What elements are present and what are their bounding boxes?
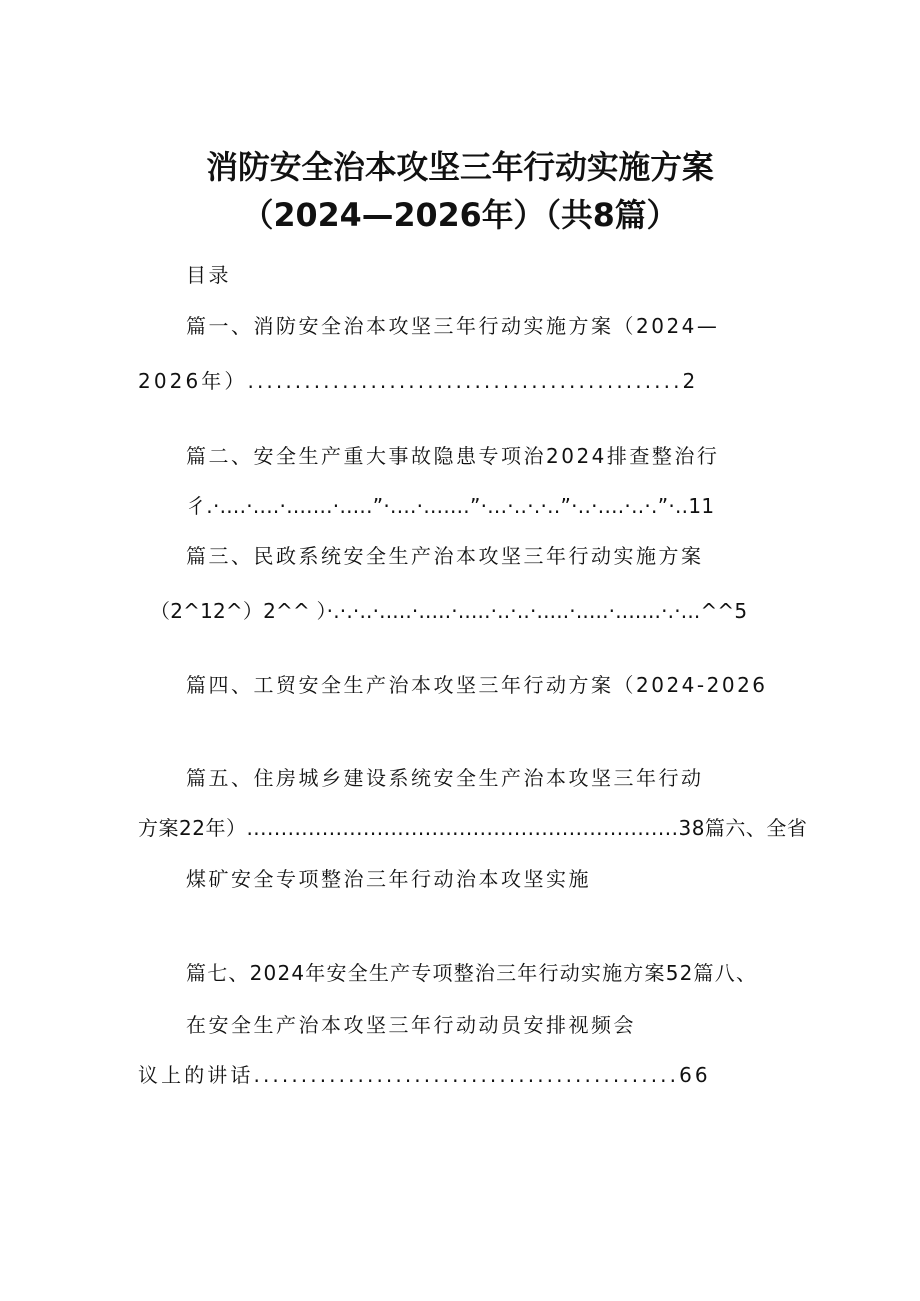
toc-entry-6-line-1: 煤矿安全专项整治三年行动治本攻坚实施 [186,867,591,891]
toc-entry-1-line-2: 2026年）..............................................2 [138,369,699,393]
toc-entry-4-line-1: 篇四、工贸安全生产治本攻坚三年行动方案（2024-2026 [186,673,768,697]
toc-entry-5-line-1: 篇五、住房城乡建设系统安全生产治本攻坚三年行动 [186,766,704,790]
document-title-line-1: 消防安全治本攻坚三年行动实施方案 [206,148,714,186]
toc-entry-2-line-1: 篇二、安全生产重大事故隐患专项治2024排查整治行 [186,444,720,468]
toc-entry-5-line-2: 方案22年）...............................................................38篇六、全省 [138,816,808,840]
toc-entry-8-line-2: 议上的讲话.............................................66 [138,1063,711,1087]
toc-entry-8-line-1: 在安全生产治本攻坚三年行动动员安排视频会 [186,1013,636,1037]
toc-entry-3-line-2: （2^12^）2^^ ）·.·.·..·.....·.....·.....·..·..·.....·.....·.......·.·...^^5 [150,599,748,623]
document-title-line-2: （2024—2026年）（共8篇） [241,196,679,234]
toc-entry-2-line-2: 彳.·....·....·.......·.....”·....·.......”·...·..·.·..”·..·....·..·.”·..11 [186,494,715,518]
toc-entry-3-line-1: 篇三、民政系统安全生产治本攻坚三年行动实施方案 [186,544,704,568]
toc-heading: 目录 [186,263,231,287]
toc-entry-7-line-1: 篇七、2024年安全生产专项整治三年行动实施方案52篇八、 [186,961,758,985]
toc-entry-1-line-1: 篇一、消防安全治本攻坚三年行动实施方案（2024— [186,314,720,338]
